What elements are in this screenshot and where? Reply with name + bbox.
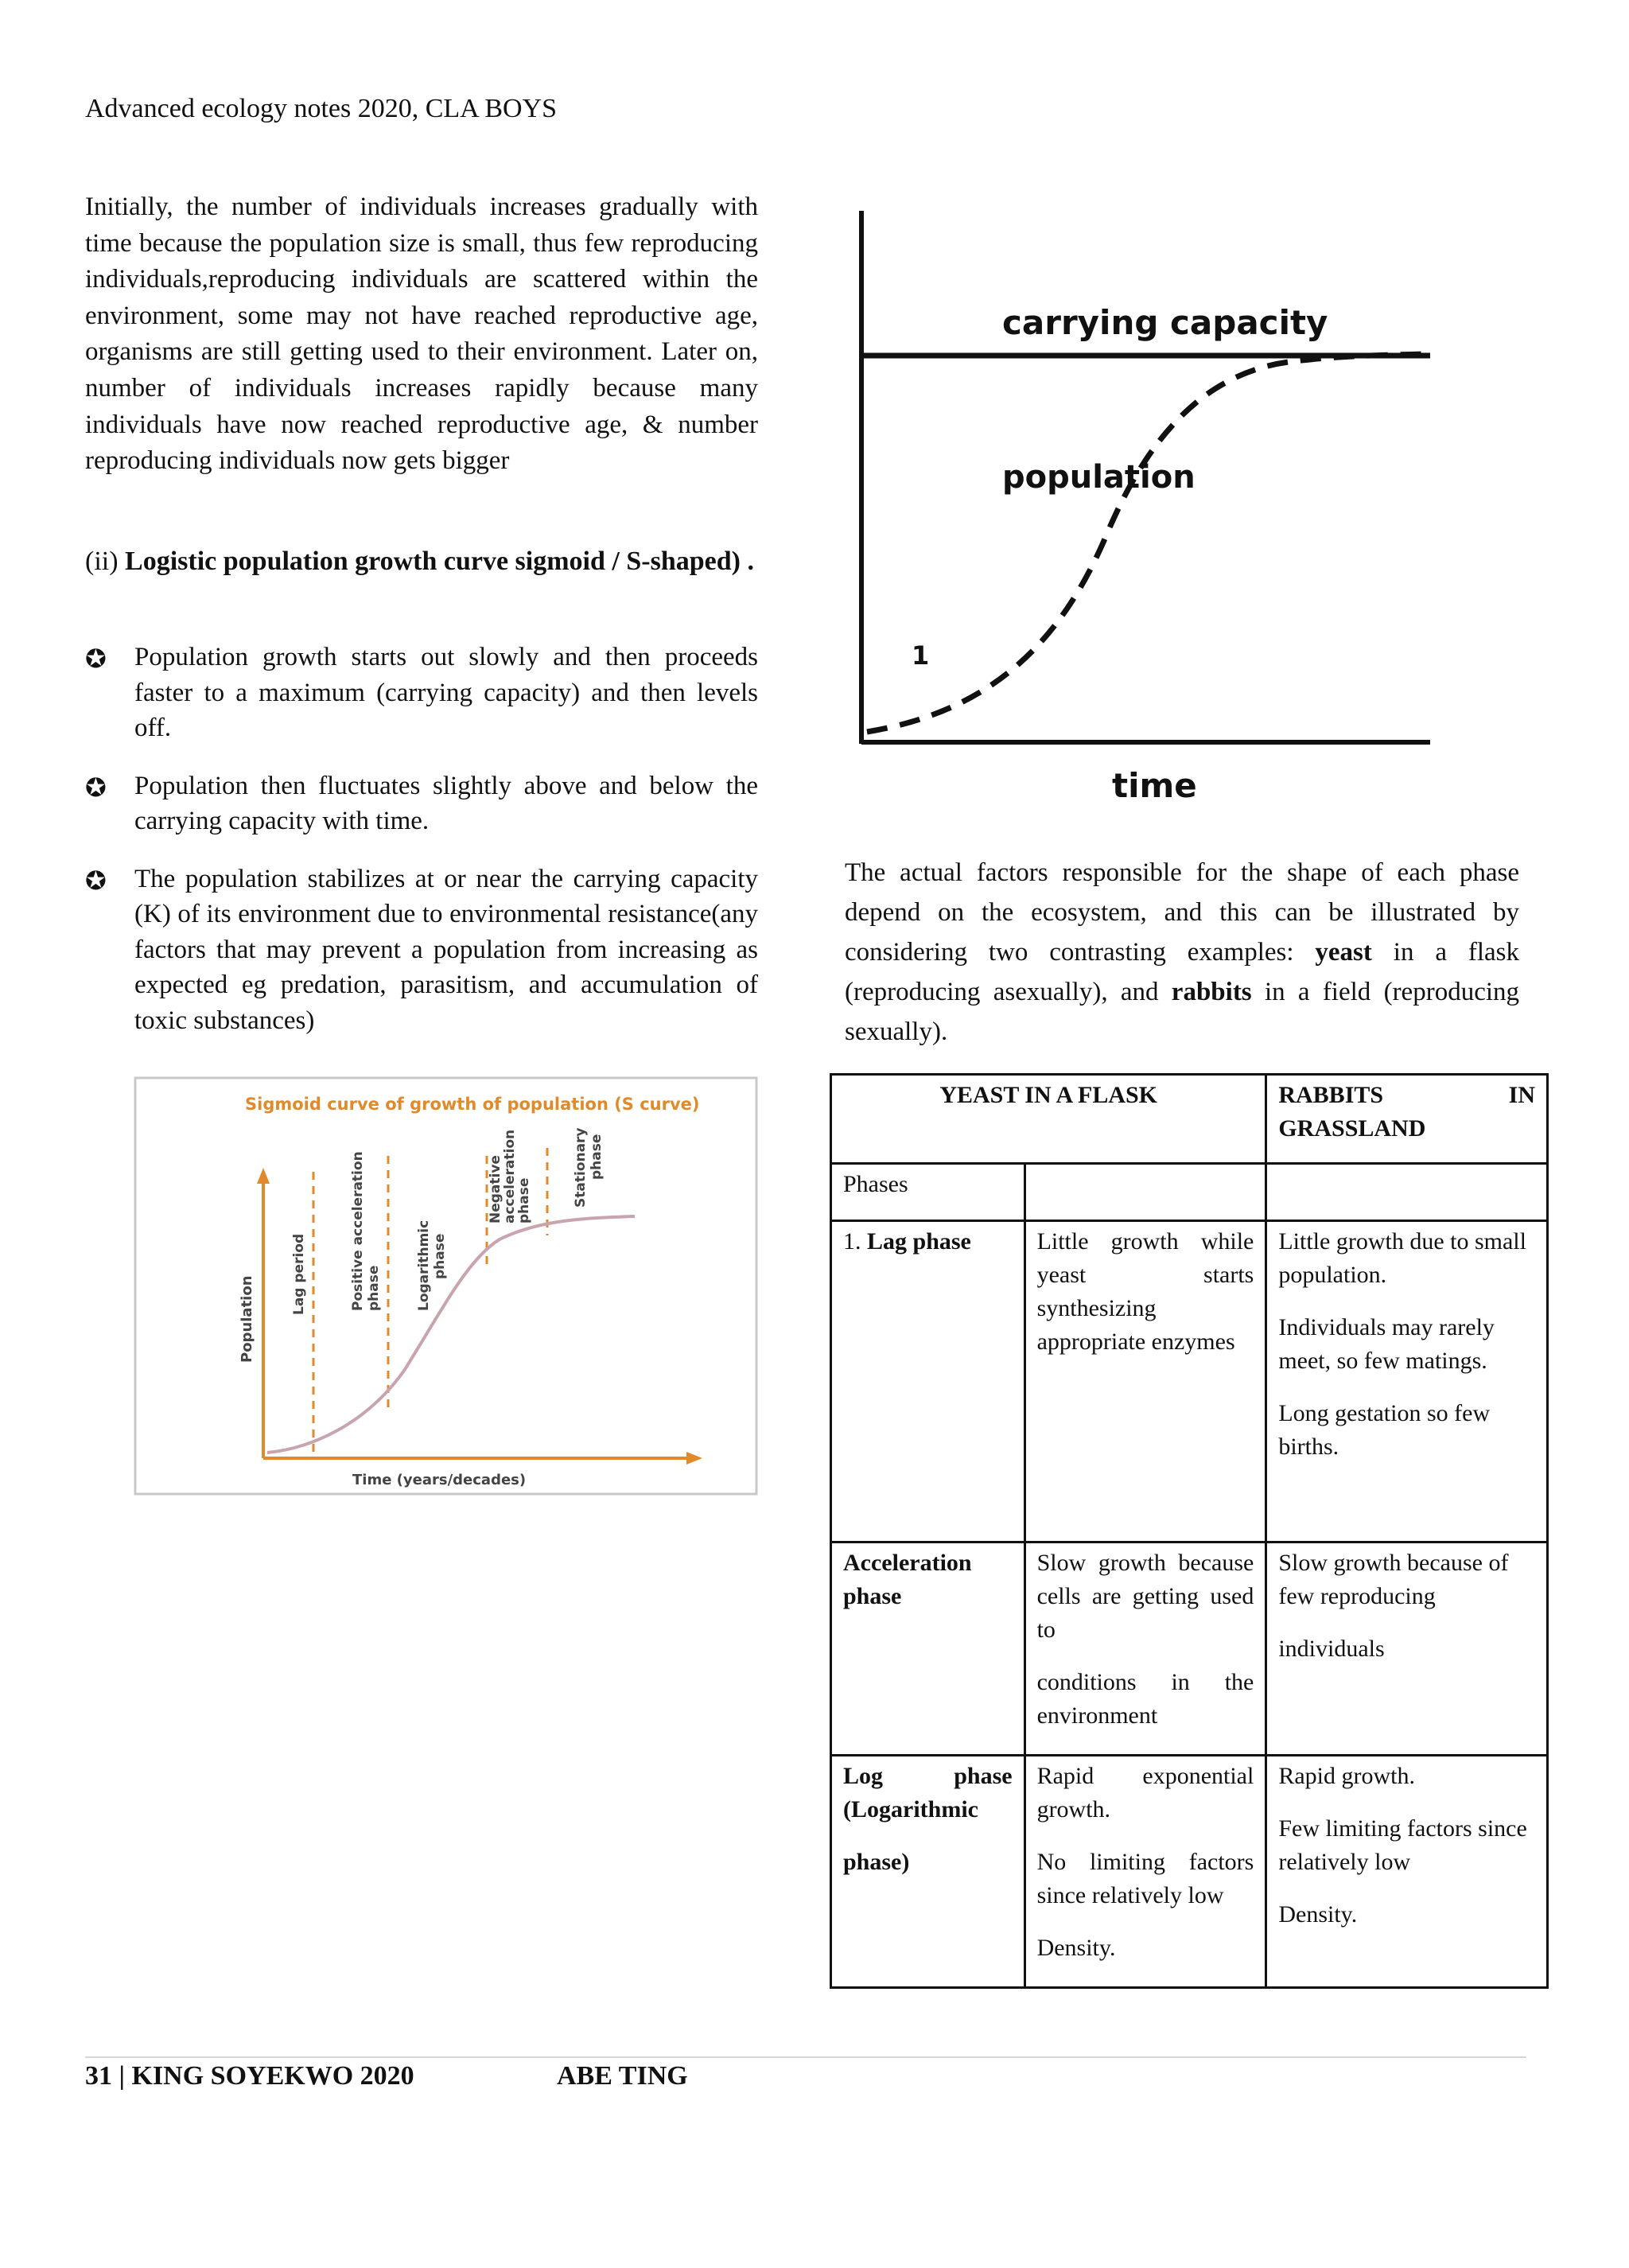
- phase-label-logarithmic: Logarithmic: [416, 1220, 432, 1311]
- phase-cell: [831, 1542, 1025, 1756]
- population-curve: [867, 354, 1428, 732]
- page-header: Advanced ecology notes 2020, CLA BOYS: [85, 94, 558, 123]
- x-axis-label: Time (years/decades): [352, 1472, 527, 1488]
- footer-author: ABE TING: [557, 2061, 688, 2091]
- comparison-table: [830, 1073, 1549, 1989]
- table-row: [831, 1542, 1548, 1756]
- cell-text: Rapid growth.: [1278, 1763, 1415, 1789]
- phase-number: 1.: [843, 1228, 867, 1255]
- phase-label-stationary-2: phase: [589, 1134, 605, 1180]
- table-header-row: [831, 1075, 1548, 1164]
- phase-label-negative-2: acceleration: [502, 1129, 518, 1223]
- bullet-text: Population growth starts out slowly and then proceeds faster to a maximum (carrying capacity) and then levels off.: [134, 643, 758, 742]
- intro-paragraph: Initially, the number of individuals increases gradually with time because the population size is small, thus few reproducing individuals,reproducing individuals are scattered within the environment, some may not have reached reproductive age, organisms are still getting used to their environment. Later on, number of individuals increases rapidly because many individuals have now reached reproductive age, & number reproducing individuals now gets bigger: [85, 193, 758, 476]
- rabbits-cell: [1266, 1756, 1548, 1988]
- phase-name: Log phase (Logarithmic: [843, 1763, 1013, 1823]
- empty-cell: [1266, 1164, 1548, 1221]
- empty-cell: [1024, 1164, 1266, 1221]
- cell-text: Density.: [1278, 1901, 1358, 1928]
- yeast-term: yeast: [1315, 938, 1372, 967]
- star-bullet-icon: ✪: [85, 772, 107, 803]
- star-bullet-icon: ✪: [85, 865, 107, 896]
- right-paragraph-text: The actual factors responsible for the shape of each phase depend on the ecosystem, and this can be illustrated by considering two contrasting examples:: [845, 858, 1519, 967]
- phase-label-logarithmic-2: phase: [432, 1233, 448, 1279]
- rabbits-cell: [1266, 1542, 1548, 1756]
- yeast-cell: [1024, 1542, 1266, 1756]
- phase-cell: [831, 1756, 1025, 1988]
- cell-text: No limiting factors since relatively low: [1036, 1849, 1254, 1908]
- phase-label-negative: Negative: [488, 1155, 503, 1223]
- phase-name: Lag phase: [867, 1228, 971, 1255]
- cell-text: individuals: [1278, 1636, 1385, 1662]
- right-paragraph-text: in a flask (reproducing asexually), and: [845, 938, 1519, 1006]
- phase-label-positive-acceleration-2: phase: [366, 1265, 382, 1311]
- star-bullet-icon: ✪: [85, 644, 107, 674]
- cell-text: Rapid exponential growth.: [1036, 1763, 1254, 1823]
- table-row: [831, 1221, 1548, 1542]
- rabbits-term: rabbits: [1171, 978, 1252, 1006]
- bullet-item: [85, 768, 758, 839]
- header-rabbits: RABBITS IN GRASSLAND: [1266, 1075, 1548, 1164]
- axis-mark-label: 1: [912, 640, 930, 671]
- cell-text: Long gestation so few births.: [1278, 1400, 1491, 1460]
- carrying-capacity-figure: [843, 203, 1448, 823]
- sigmoid-curve-figure: [134, 1076, 758, 1496]
- bullet-text: Population then fluctuates slightly above and below the carrying capacity with time.: [134, 771, 758, 835]
- phase-name: Acceleration phase: [843, 1550, 972, 1609]
- y-axis-label: Population: [239, 1275, 255, 1363]
- cell-text: Little growth due to small population.: [1278, 1228, 1526, 1288]
- subheading-title: Logistic population growth curve sigmoid / S-shaped) .: [125, 547, 754, 576]
- footer-divider: [85, 2056, 1526, 2058]
- phase-label-positive-acceleration: Positive acceleration: [350, 1151, 366, 1311]
- rabbits-cell: [1266, 1221, 1548, 1542]
- subheading: [85, 543, 758, 581]
- cell-text: conditions in the environment: [1036, 1669, 1254, 1729]
- phase-cell: [831, 1221, 1025, 1542]
- yeast-cell: [1024, 1756, 1266, 1988]
- cell-text: Individuals may rarely meet, so few matings.: [1278, 1314, 1495, 1374]
- bullet-list: [85, 640, 758, 1060]
- cell-text: Few limiting factors since relatively low: [1278, 1815, 1527, 1875]
- phases-label: Phases: [831, 1164, 1025, 1221]
- phase-name-cont: phase): [843, 1849, 910, 1875]
- phase-label-lag-period: Lag period: [291, 1233, 307, 1315]
- phase-label-stationary: Stationary: [573, 1127, 589, 1208]
- table-row: [831, 1756, 1548, 1988]
- bullet-text: The population stabilizes at or near the carrying capacity (K) of its environment due to environmental resistance(any factors that may prevent a population from increasing as expected eg predation, parasitism, and accumulation of toxic substances): [134, 864, 758, 1035]
- subheading-prefix: (ii): [85, 547, 126, 576]
- right-paragraph-text: in a field (reproducing sexually).: [845, 978, 1520, 1046]
- cell-text: Density.: [1036, 1935, 1116, 1961]
- header-yeast: YEAST IN A FLASK: [831, 1075, 1266, 1164]
- carrying-capacity-label: carrying capacity: [1002, 303, 1328, 342]
- cell-text: Slow growth because cells are getting used to: [1036, 1550, 1254, 1643]
- cell-text: Little growth while yeast starts synthesizing appropriate enzymes: [1036, 1228, 1254, 1355]
- population-label: population: [1002, 459, 1196, 496]
- bullet-item: [85, 640, 758, 746]
- phase-label-negative-3: phase: [516, 1177, 532, 1223]
- bullet-item: [85, 862, 758, 1039]
- cell-text: Slow growth because of few reproducing: [1278, 1550, 1509, 1609]
- figure-frame: [135, 1078, 756, 1494]
- table-row: [831, 1164, 1548, 1221]
- footer-page-info: 31 | KING SOYEKWO 2020: [85, 2061, 414, 2091]
- right-paragraph: [845, 853, 1519, 1052]
- figure-title: Sigmoid curve of growth of population (S curve): [245, 1095, 700, 1114]
- time-label: time: [1112, 766, 1197, 805]
- yeast-cell: [1024, 1221, 1266, 1542]
